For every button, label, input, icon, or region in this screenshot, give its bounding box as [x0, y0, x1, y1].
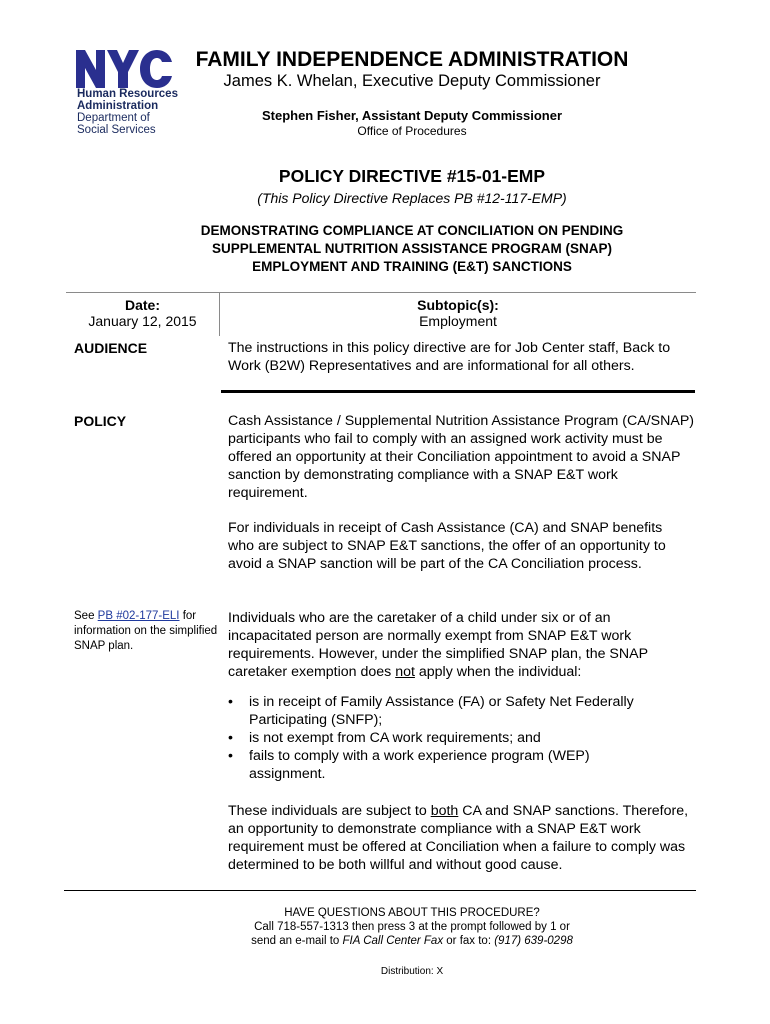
subtopic-label: Subtopic(s):	[417, 297, 499, 313]
directive-number: POLICY DIRECTIVE #15-01-EMP	[278, 166, 546, 186]
subtopic-value: Employment	[419, 313, 497, 329]
meta-top-rule	[66, 292, 696, 293]
directive-subject	[0, 222, 770, 276]
logo-line: Human Resources	[77, 88, 178, 100]
sidenote	[74, 609, 220, 654]
footer-heading: HAVE QUESTIONS ABOUT THIS PROCEDURE?	[284, 907, 540, 919]
commissioner-line: James K. Whelan, Executive Deputy Commissioner	[223, 72, 601, 90]
bullet-dot-icon: •	[228, 730, 233, 746]
bullet-item	[228, 693, 668, 729]
logo-line: Department of	[77, 112, 150, 124]
call-center-fax: FIA Call Center Fax	[342, 935, 444, 947]
footer-rule	[64, 890, 696, 891]
agency-title: FAMILY INDEPENDENCE ADMINISTRATION	[195, 48, 629, 71]
para4-emphasis: both	[430, 803, 459, 819]
footer-line-2-mid: or fax to:	[443, 935, 495, 947]
exemption-bullet-list	[228, 693, 668, 783]
office-line: Office of Procedures	[357, 124, 467, 138]
footer-line-2	[0, 935, 770, 947]
subject-line: SUPPLEMENTAL NUTRITION ASSISTANCE PROGRAM (SNAP)	[211, 241, 612, 256]
fax-number: (917) 639-0298	[494, 935, 573, 947]
date-value: January 12, 2015	[88, 313, 197, 329]
policy-paragraph-4	[228, 802, 690, 874]
bullet-dot-icon: •	[228, 694, 233, 710]
bullet-text: fails to comply with a work experience program (WEP) assignment.	[249, 748, 590, 782]
policy-label: POLICY	[74, 413, 127, 429]
logo-line: Administration	[77, 100, 159, 112]
sidenote-post: for information on the simplified SNAP plan.	[74, 610, 218, 652]
policy-paragraph-1: Cash Assistance / Supplemental Nutrition Assistance Program (CA/SNAP) participants who fail to comply with an assigned work activity must be offered an opportunity at their Conciliation appointment to avoid a SNAP sanction by demonstrating compliance with a SNAP E&T work requirement.	[228, 413, 695, 501]
distribution: Distribution: X	[380, 966, 444, 977]
directive-replaces: (This Policy Directive Replaces PB #12-117-EMP)	[257, 190, 567, 206]
date-label: Date:	[124, 297, 160, 313]
section-divider	[221, 390, 695, 393]
bullet-dot-icon: •	[228, 748, 233, 764]
policy-paragraph-2: For individuals in receipt of Cash Assistance (CA) and SNAP benefits who are subject to SNAP E&T sanctions, the offer of an opportunity to avoid a SNAP sanction will be part of the CA Conciliation process.	[228, 520, 666, 572]
logo-line: Social Services	[77, 124, 156, 136]
policy-paragraph-3	[228, 609, 688, 681]
para4-text-a: These individuals are subject to	[228, 803, 431, 819]
sidenote-pre: See	[74, 610, 98, 622]
bullet-item	[228, 747, 668, 783]
subject-line: EMPLOYMENT AND TRAINING (E&T) SANCTIONS	[252, 259, 572, 274]
audience-label: AUDIENCE	[74, 340, 148, 356]
para4-text-b: CA and SNAP sanctions. Therefore, an opportunity to demonstrate compliance with a SNAP E&T work requirement must be offered at Conciliation when a failure to comply was determined to be both willful and without good cause.	[228, 803, 689, 873]
pb-link[interactable]: PB #02-177-ELI	[97, 610, 180, 622]
footer-line-1: Call 718-557-1313 then press 3 at the prompt followed by 1 or	[254, 921, 570, 933]
subject-line: DEMONSTRATING COMPLIANCE AT CONCILIATION ON PENDING	[200, 223, 624, 238]
para3-emphasis: not	[395, 664, 415, 680]
para3-text-b: apply when the individual:	[414, 664, 582, 680]
footer-line-2-pre: send an e-mail to	[251, 935, 343, 947]
bullet-text: is in receipt of Family Assistance (FA) or Safety Net Federally Participating (SNFP);	[249, 694, 634, 728]
assistant-commissioner-line: Stephen Fisher, Assistant Deputy Commissioner	[261, 108, 563, 123]
bullet-item	[228, 729, 668, 747]
bullet-text: is not exempt from CA work requirements; and	[249, 730, 541, 746]
para3-text-a: Individuals who are the caretaker of a child under six or of an incapacitated person are normally exempt from SNAP E&T work requirements. However, under the simplified SNAP plan, the SNAP caretaker exemption does	[228, 610, 648, 680]
audience-text: The instructions in this policy directive are for Job Center staff, Back to Work (B2W) Representatives and are informational for all others.	[228, 340, 671, 374]
